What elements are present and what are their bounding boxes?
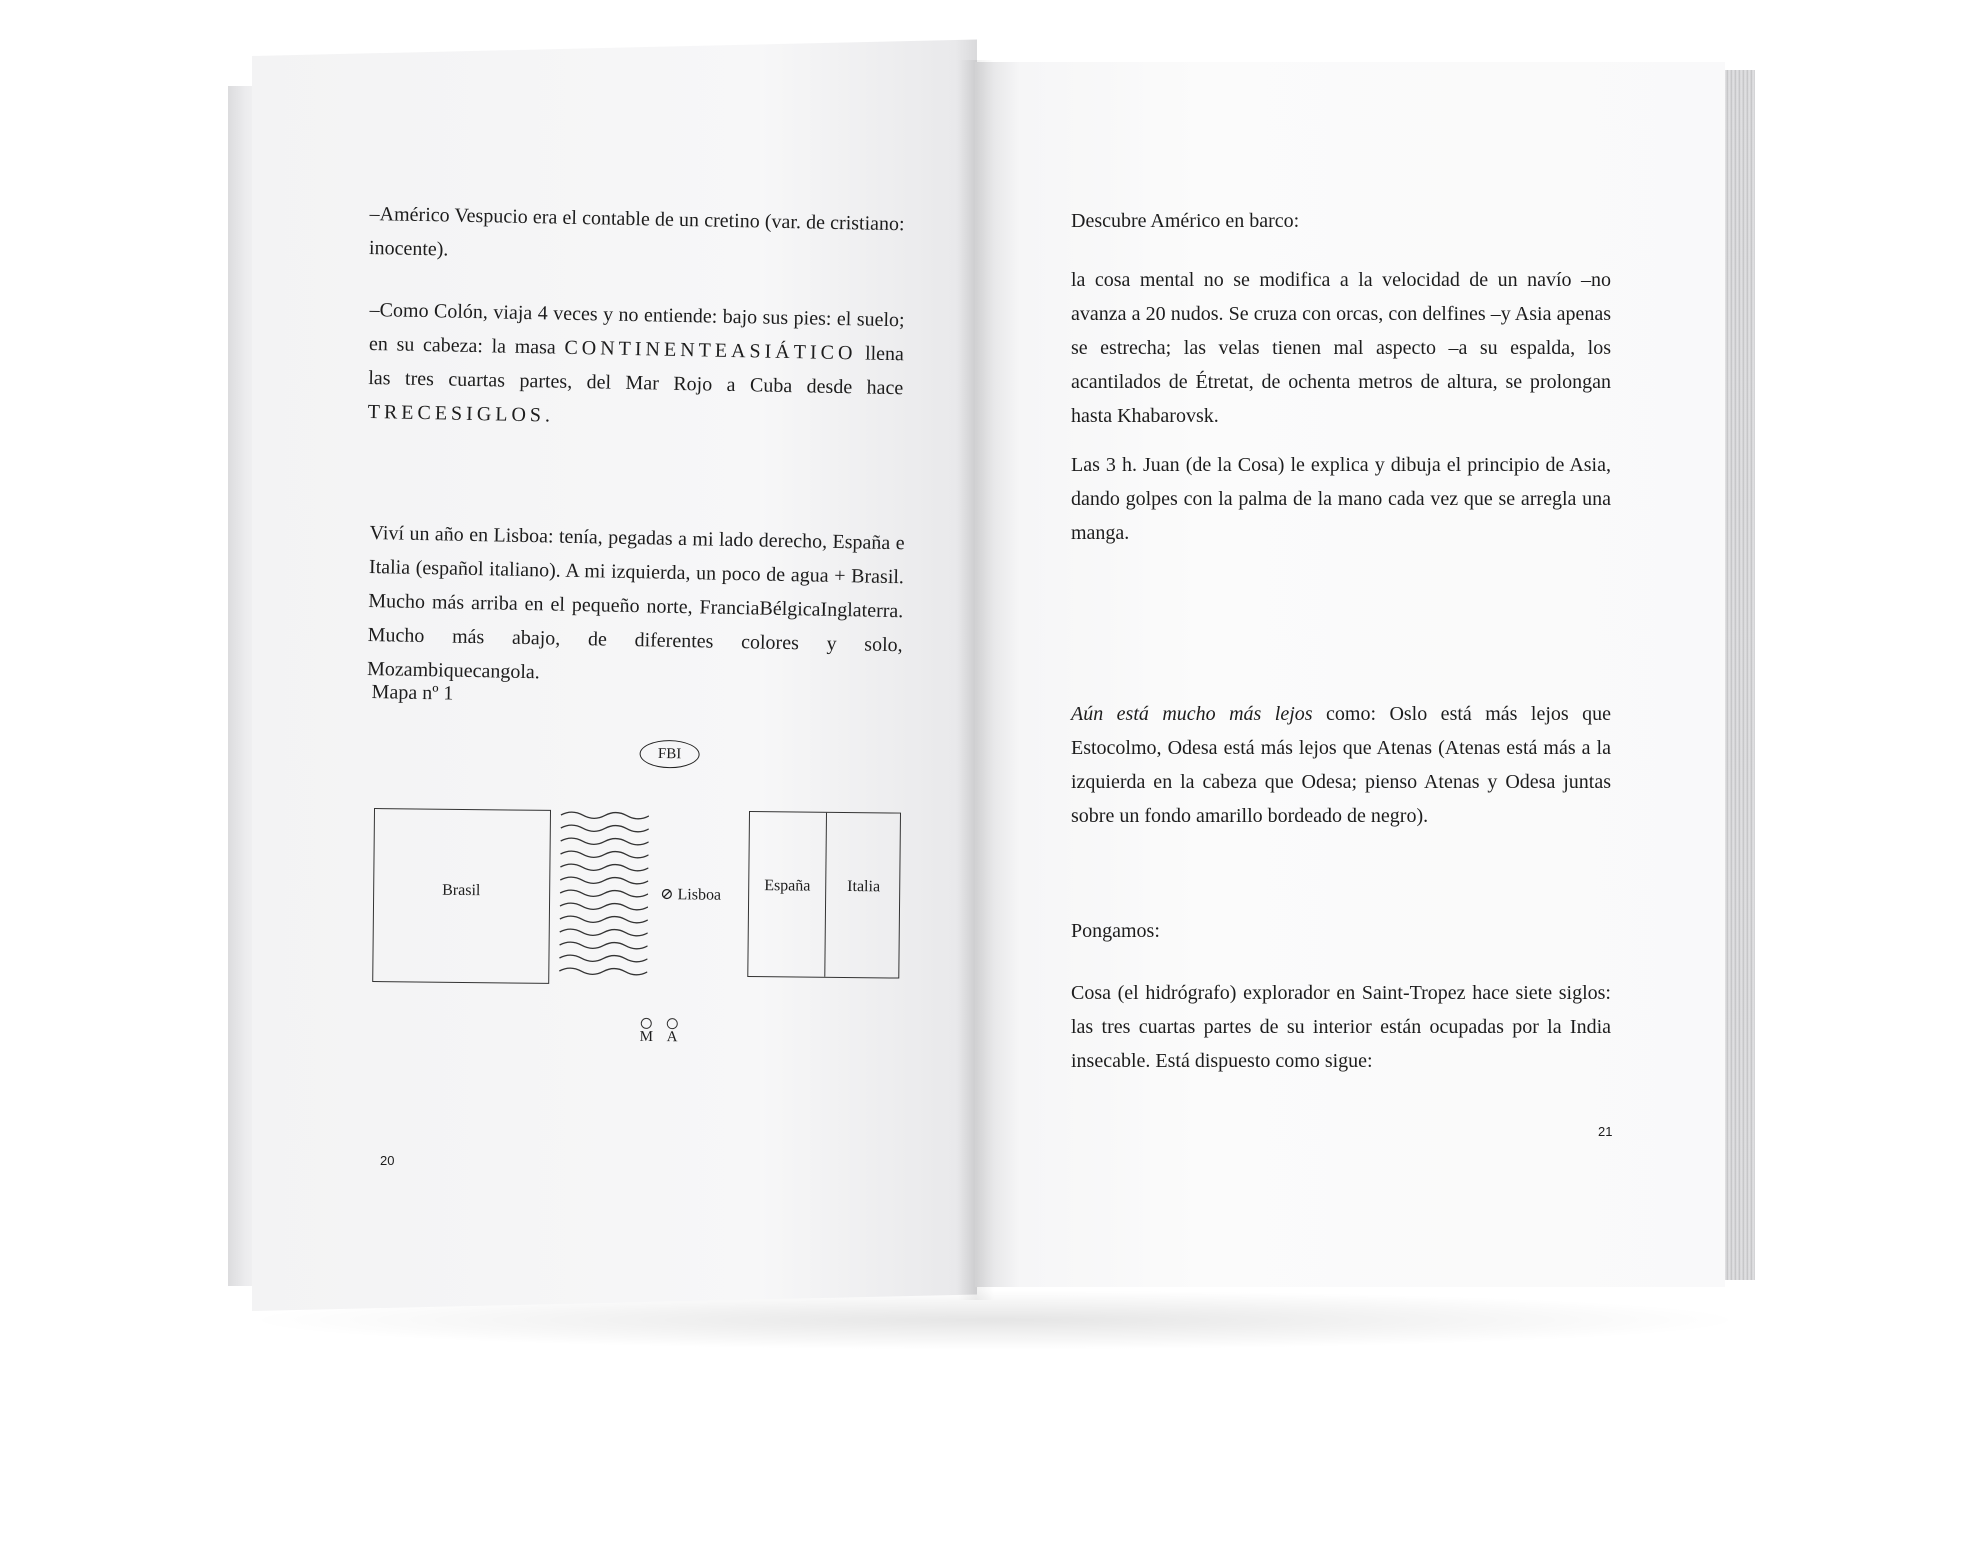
marker-m-label: M: [639, 1028, 654, 1045]
right-paragraph-3: Las 3 h. Juan (de la Cosa) le explica y dibuja el principio de Asia, dando golpes con la palma de la mano cada vez que se arregla una manga.: [1071, 454, 1611, 544]
right-paragraph-5: Pongamos:: [1071, 920, 1160, 942]
left-paragraph-2: [367, 293, 905, 439]
marker-m-circle: [641, 1018, 652, 1029]
marker-a-label: A: [666, 1029, 678, 1046]
ocean-waves: [557, 809, 649, 985]
fbi-label: FBI: [639, 740, 699, 769]
left-paragraph-2-caps-1: CONTINENTEASIÁTICO: [564, 336, 857, 365]
right-paragraph-4: [1071, 697, 1611, 833]
left-paragraph-1: –Américo Vespucio era el contable de un cretino (var. de cristiano: inocente).: [368, 202, 905, 261]
left-paragraph-3: Viví un año en Lisboa: tenía, pegadas a mi lado derecho, España e Italia (español italiano). A mi izquierda, un poco de agua + Brasil. Mucho más arriba en el pequeño norte, FranciaBélgicaInglaterra. Mucho más abajo, de diferentes colores y solo, Mozambiquecangola.: [366, 521, 905, 684]
iberia-box: [747, 811, 901, 979]
left-paragraph-2-text-a: –Como Colón, viaja 4 veces y no entiende: bajo sus pies: el suelo; en su cabeza: la masa: [368, 298, 905, 359]
left-paragraph-2-text-b: llena las tres cuartas partes, del Mar Rojo a Cuba desde hace: [368, 342, 905, 400]
right-paragraph-6: Cosa (el hidrógrafo) explorador en Saint-Tropez hace siete siglos: las tres cuartas partes de su interior están ocupadas por la India insecable. Está dispuesto como sigue:: [1071, 982, 1611, 1072]
left-page-number: 20: [380, 1153, 395, 1168]
brasil-box: [372, 808, 551, 984]
brasil-label: Brasil: [442, 881, 481, 900]
marker-a-circle: [667, 1018, 678, 1029]
left-paragraph-2-caps-2: TRECESIGLOS.: [367, 400, 555, 427]
lisboa-label: ⊘ Lisboa: [660, 886, 722, 904]
map-diagram: [366, 715, 930, 1071]
book-gutter: [958, 60, 994, 1300]
right-paragraph-4-text: como: Oslo está más lejos que Estocolmo, Odesa está más lejos que Atenas (Atenas está más a la izquierda en la cabeza que Odesa; pienso Atenas y Odesa juntas sobre un fondo amarillo bordeado de negro).: [1071, 703, 1611, 827]
map-heading: Mapa nº 1: [371, 680, 454, 705]
espana-label: España: [764, 877, 811, 895]
iberia-divider: [824, 813, 827, 977]
right-paragraph-4-italic: Aún está mucho más lejos: [1071, 703, 1313, 725]
italia-label: Italia: [847, 878, 881, 896]
right-paragraph-1: Descubre Américo en barco:: [1071, 210, 1300, 232]
right-paragraph-2: la cosa mental no se modifica a la velocidad de un navío –no avanza a 20 nudos. Se cruza con orcas, con delfines –y Asia apenas se estrecha; las velas tienen mal aspecto –a su espalda, los acantilados de Étretat, de ochenta metros de altura, se prolongan hasta Khabarovsk.: [1071, 269, 1611, 427]
right-page-number: 21: [1598, 1124, 1613, 1139]
right-page: [975, 62, 1725, 1287]
